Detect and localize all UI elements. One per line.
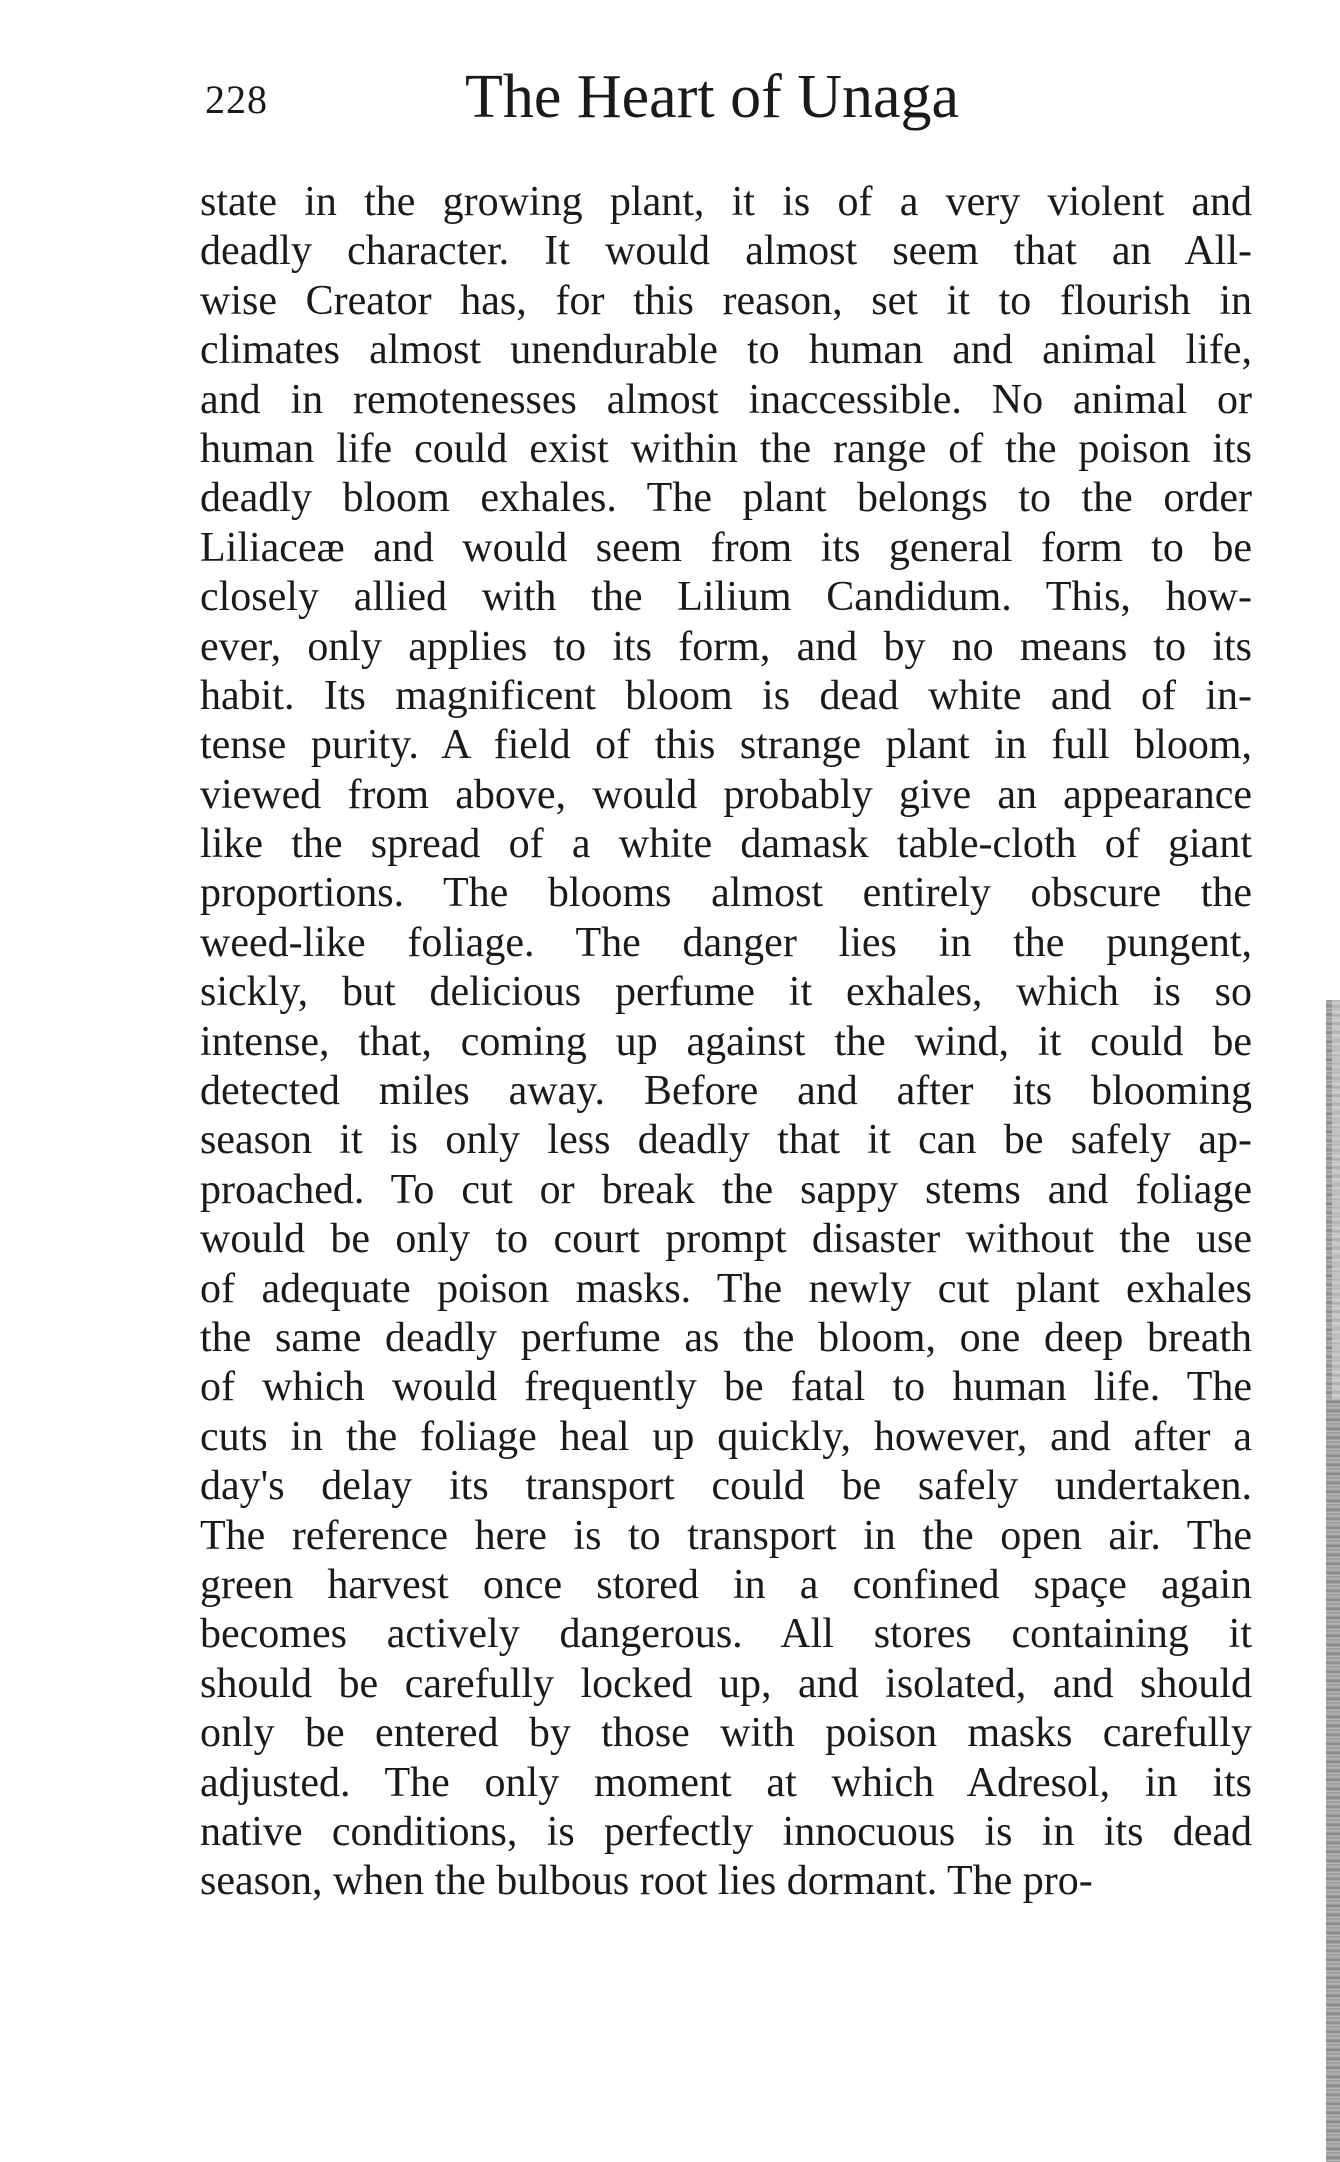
- page-header: [205, 62, 1265, 142]
- text-line: and in remotenesses almost inaccessible. No animal or: [200, 376, 1252, 423]
- text-line: intense, that, coming up against the wind, it could be: [200, 1018, 1252, 1065]
- text-line: of which would frequently be fatal to human life. The: [200, 1364, 1252, 1411]
- text-line: adjusted. The only moment at which Adresol, in its: [200, 1759, 1252, 1806]
- text-line: habit. Its magnificent bloom is dead white and of in-: [200, 672, 1252, 719]
- text-line: sickly, but delicious perfume it exhales, which is so: [200, 969, 1252, 1016]
- page-number: 228: [205, 77, 268, 122]
- text-line: weed-like foliage. The danger lies in the pungent,: [200, 919, 1252, 966]
- text-line: the same deadly perfume as the bloom, one deep breath: [200, 1314, 1252, 1361]
- text-line: proportions. The blooms almost entirely obscure the: [200, 870, 1252, 917]
- text-line: climates almost unendurable to human and animal life,: [200, 327, 1252, 374]
- text-line: should be carefully locked up, and isolated, and should: [200, 1660, 1252, 1707]
- text-line: native conditions, is perfectly innocuous is in its dead: [200, 1808, 1252, 1855]
- text-line: detected miles away. Before and after its blooming: [200, 1068, 1252, 1115]
- text-line: proached. To cut or break the sappy stems and foliage: [200, 1166, 1252, 1213]
- text-line: state in the growing plant, it is of a very violent and: [200, 179, 1252, 225]
- text-line: human life could exist within the range of the poison its: [200, 425, 1252, 472]
- text-line: The reference here is to transport in the open air. The: [200, 1512, 1252, 1559]
- text-line: cuts in the foliage heal up quickly, however, and after a: [200, 1413, 1252, 1460]
- text-line: ever, only applies to its form, and by no means to its: [200, 623, 1252, 670]
- body-text: [200, 178, 1252, 1907]
- text-line: of adequate poison masks. The newly cut plant exhales: [200, 1265, 1252, 1312]
- text-line: season it is only less deadly that it can be safely ap-: [200, 1117, 1252, 1164]
- text-line: season, when the bulbous root lies dormant. The pro-: [200, 1858, 1093, 1905]
- text-line: like the spread of a white damask table-cloth of giant: [200, 821, 1252, 868]
- text-line: deadly character. It would almost seem that an All-: [200, 228, 1252, 275]
- text-line: deadly bloom exhales. The plant belongs to the order: [200, 475, 1252, 522]
- text-line: wise Creator has, for this reason, set it to flourish in: [200, 277, 1252, 324]
- text-line: green harvest once stored in a confined spaçe again: [200, 1561, 1252, 1608]
- text-line: tense purity. A field of this strange plant in full bloom,: [200, 722, 1252, 769]
- text-line: closely allied with the Lilium Candidum. This, how-: [200, 574, 1252, 621]
- text-line: only be entered by those with poison masks carefully: [200, 1710, 1252, 1757]
- text-line: Liliaceæ and would seem from its general form to be: [200, 524, 1252, 571]
- text-line: viewed from above, would probably give an appearance: [200, 771, 1252, 818]
- page-edge-highlight: [1332, 1000, 1340, 1400]
- text-line: becomes actively dangerous. All stores containing it: [200, 1611, 1252, 1658]
- text-line: would be only to court prompt disaster without the use: [200, 1216, 1252, 1263]
- text-line: day's delay its transport could be safely undertaken.: [200, 1463, 1252, 1510]
- running-title: The Heart of Unaga: [465, 63, 960, 131]
